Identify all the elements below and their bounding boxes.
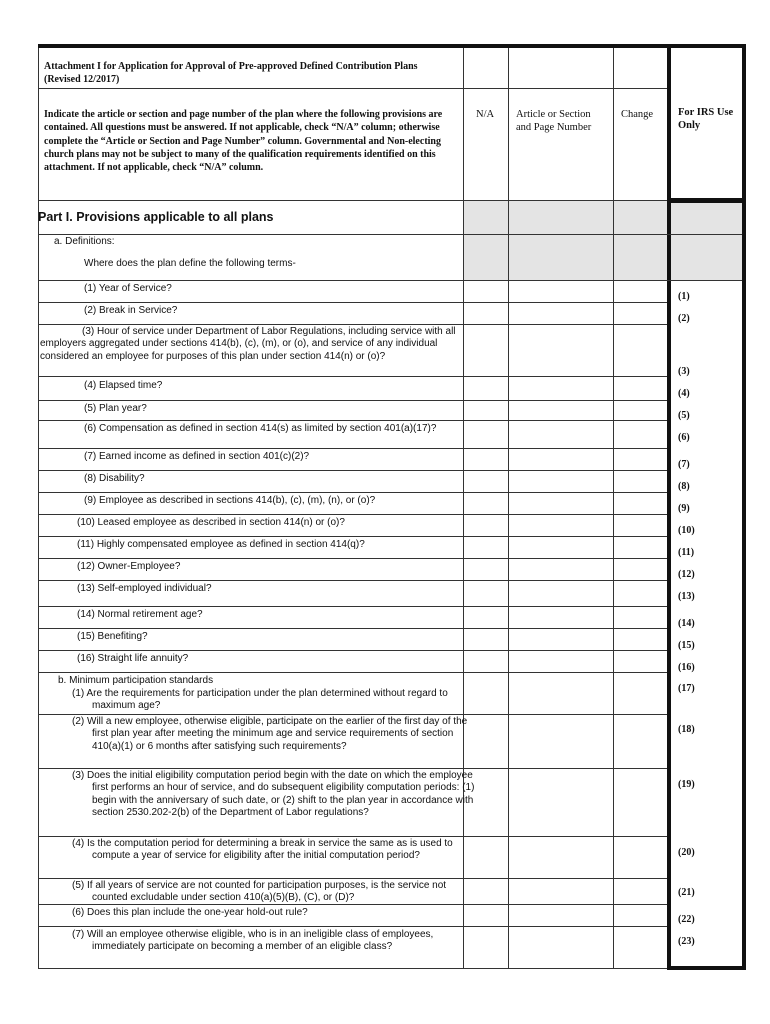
grid-row [38,448,667,449]
question-text: (2) Break in Service? [84,305,178,316]
grid-row [38,768,667,769]
right-border [742,44,746,970]
shaded-row-definitions [463,234,667,280]
item-number: (12) [678,569,695,580]
col-header-change: Change [621,109,654,120]
item-number: (23) [678,936,695,947]
question-text: (6) Does this plan include the one-year hold-out rule? [72,907,308,918]
grid-na-left [463,48,464,968]
item-number: (14) [678,618,695,629]
grid-row [38,400,667,401]
grid-row [38,492,667,493]
item-number: (2) [678,313,690,324]
question-text: (1) Are the requirements for participation under the plan determined without regard to maximum age? [72,688,448,712]
item-number: (1) [678,291,690,302]
question-text: (5) If all years of service are not counted for participation purposes, is the service not counted excludable under section 410(a)(5)(B), (C), or (D)? [72,880,447,904]
question-text: (15) Benefiting? [77,631,148,642]
item-number: (6) [678,432,690,443]
grid-row [38,88,667,89]
grid-bottom [38,968,667,969]
question-text: (12) Owner-Employee? [77,561,181,572]
shaded-row-part1 [463,200,667,234]
shaded-irs-part1 [671,203,742,234]
grid-row [38,324,667,325]
shaded-irs-definitions [671,234,742,280]
item-number: (8) [678,481,690,492]
item-number: (4) [678,388,690,399]
grid-row [38,234,742,235]
item-number: (7) [678,459,690,470]
grid-row [38,514,667,515]
grid-row [38,200,667,201]
question-text: (8) Disability? [84,473,145,484]
irs-bottom-border [667,966,746,970]
question-text: (14) Normal retirement age? [77,609,203,620]
grid-row [38,580,667,581]
section-a-intro: Where does the plan define the following terms- [84,258,296,269]
grid-row [38,302,667,303]
question-text: (3) Does the initial eligibility computation period begin with the date on which the employee first performs an hour of service, and do subsequent eligibility computation periods: (1) begin with the anniversary of such date, or (2) shift to the plan year in accordance with section 2530.202-2(b) of the Department of Labor regulations? [72,770,475,819]
grid-row [38,470,667,471]
form-instructions: Indicate the article or section and page number of the plan where the following provisions are contained. All questions must be answered. If not applicable, check “N/A” column; otherwise complete the “Article or Section and Page Number” column. Governmental and Non-electing church plans may not be subject to many of the qualification requirements identified on this attachment. If not applicable, check “N/A” column. [44,109,443,174]
question-text: (6) Compensation as defined in section 414(s) as limited by section 401(a)(17)? [84,423,437,434]
question-text: (1) Year of Service? [84,283,172,294]
question-text: (7) Will an employee otherwise eligible, who is in an ineligible class of employees, immediately participate on becoming a member of an eligible class? [72,929,434,953]
item-number: (16) [678,662,695,673]
item-number: (17) [678,683,695,694]
grid-row [38,376,667,377]
item-number: (11) [678,547,695,558]
section-b-label: b. Minimum participation standards [58,675,214,686]
grid-row [38,878,667,879]
question-text: (5) Plan year? [84,403,147,414]
question-text: (2) Will a new employee, otherwise eligible, participate on the earlier of the first day of the first plan year after meeting the minimum age and service requirements of section 410(a)(1) or 6 months after satisfying such requirements? [72,716,468,752]
grid-left [38,48,39,968]
col-header-na: N/A [476,109,495,120]
question-text: (7) Earned income as defined in section 401(c)(2)? [84,451,310,462]
question-text: (13) Self-employed individual? [77,583,212,594]
section-a-label: a. Definitions: [54,236,115,247]
question-text: (3) Hour of service under Department of Labor Regulations, including service with all employers aggregated under sections 414(b), (c), (m), or (o), and service of any individual considered an employee for purposes of this plan under section 414(n) or (o)? [40,326,456,362]
grid-row [38,926,667,927]
col-header-article: Article or Section and Page Number [516,109,592,133]
grid-row [38,628,667,629]
item-number: (5) [678,410,690,421]
question-text: (9) Employee as described in sections 414(b), (c), (m), (n), or (o)? [84,495,376,506]
grid-row [38,280,742,281]
item-number: (9) [678,503,690,514]
question-text: (4) Is the computation period for determining a break in service the same as is used to compute a year of service for eligibility after the initial computation period? [72,838,453,862]
grid-row [38,606,667,607]
item-number: (3) [678,366,690,377]
grid-row [38,836,667,837]
part1-heading: Part I. Provisions applicable to all plans [38,210,274,224]
grid-row [38,558,667,559]
item-number: (18) [678,724,695,735]
question-text: (10) Leased employee as described in section 414(n) or (o)? [77,517,345,528]
question-text: (11) Highly compensated employee as defined in section 414(q)? [77,539,365,550]
grid-row [38,420,667,421]
question-text: (16) Straight life annuity? [77,653,189,664]
irs-column-border [667,48,671,970]
item-number: (20) [678,847,695,858]
col-header-irs: For IRS Use Only [678,107,734,131]
item-number: (13) [678,591,695,602]
item-number: (15) [678,640,695,651]
grid-article-left [508,48,509,968]
item-number: (19) [678,779,695,790]
grid-row [38,714,667,715]
irs-header-border [667,198,746,203]
grid-row [38,672,667,673]
question-text: (4) Elapsed time? [84,380,163,391]
grid-row [38,536,667,537]
top-border [38,44,745,48]
grid-row [38,650,667,651]
item-number: (22) [678,914,695,925]
grid-change-left [613,48,614,968]
item-number: (21) [678,887,695,898]
form-title: Attachment I for Application for Approval of Pre-approved Defined Contribution Plans (Revised 12/2017) [44,61,418,85]
item-number: (10) [678,525,695,536]
